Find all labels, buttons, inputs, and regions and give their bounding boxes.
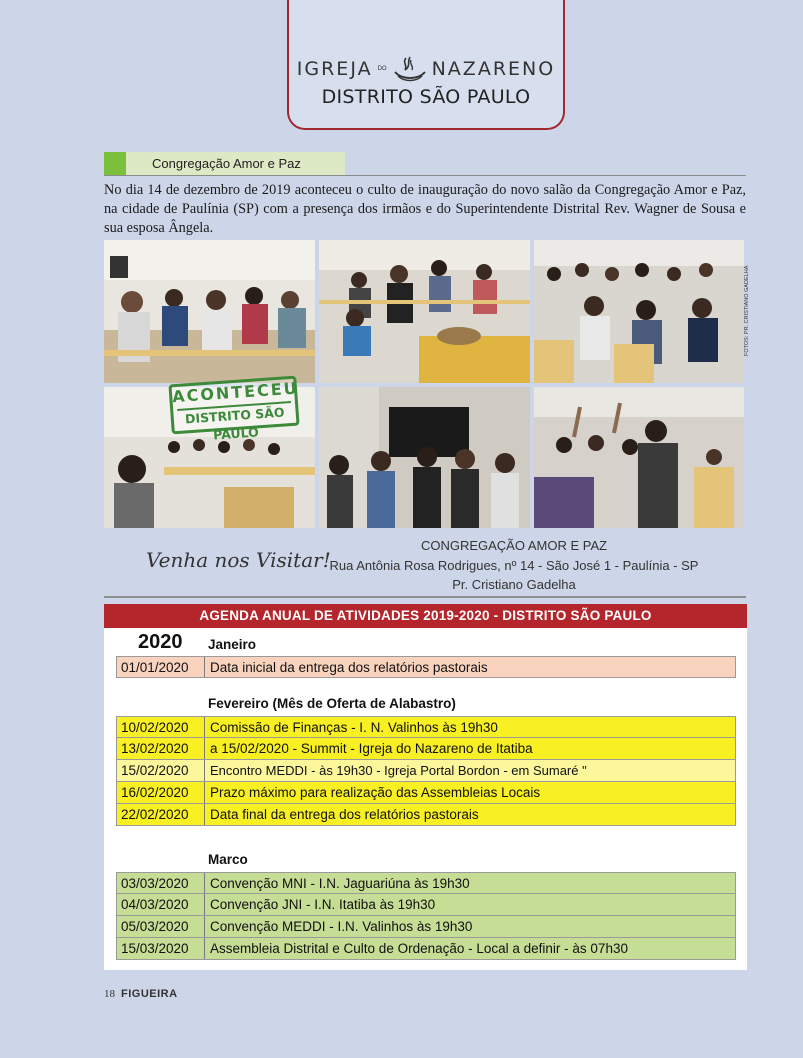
event-text: Data inicial da entrega dos relatórios pastorais [210,660,488,675]
section-tag [104,152,345,175]
divider-rule [104,596,746,598]
agenda-row [116,760,736,782]
logo-word-right: NAZARENO [431,58,556,80]
event-date: 13/02/2020 [117,738,205,759]
event-date: 10/02/2020 [117,717,205,737]
month-march: Marco [208,852,248,867]
event-text: Comissão de Finanças - I. N. Valinhos às 19h30 [210,720,498,735]
event-date: 16/02/2020 [117,782,205,803]
header-tab [287,0,565,130]
agenda-year: 2020 [138,631,183,653]
aconteceu-stamp [168,376,300,443]
section-rule [104,175,746,176]
event-date: 15/02/2020 [117,760,205,781]
district-title: DISTRITO SÃO PAULO [321,86,531,108]
agenda-row [116,894,736,916]
stamp-line-1: ACONTECEU [171,378,300,407]
intro-paragraph: No dia 14 de dezembro de 2019 aconteceu o culto de inauguração do novo salão da Congregação Amor e Paz, na cidade de Paulínia (SP) com a presença dos irmãos e do Superintendente Distrital Rev. Wagner de Sousa e sua esposa Ângela. [104,182,746,236]
photo-congregation-seated [104,240,315,383]
section-tag-label: Congregação Amor e Paz [152,156,301,171]
event-date: 05/03/2020 [117,916,205,937]
page-number: 18 [104,988,115,1000]
page-footer [104,988,178,1000]
agenda-row [116,782,736,804]
month-january: Janeiro [208,637,257,652]
congregation-address: Rua Antônia Rosa Rodrigues, nº 14 - São José 1 - Paulínia - SP [329,557,699,573]
section-tag-marker [104,152,126,175]
event-text: Prazo máximo para realização das Assembleias Locais [210,785,541,800]
agenda-row [116,716,736,738]
agenda-row [116,916,736,938]
photo-credit: FOTOS: PR. CRISTIANO GADELHA [744,265,750,356]
congregation-pastor: Pr. Cristiano Gadelha [452,577,576,592]
agenda-row [116,938,736,960]
photo-altar-table [319,240,530,383]
magazine-name: FIGUEIRA [121,988,178,1000]
event-text: Convenção JNI - I.N. Itatiba às 19h30 [210,897,436,912]
flame-logo-icon [392,54,428,84]
agenda-row [116,872,736,894]
event-date: 04/03/2020 [117,894,205,915]
event-date: 01/01/2020 [117,657,205,677]
agenda-panel [104,604,747,970]
event-text: Data final da entrega dos relatórios pastorais [210,807,479,822]
photo-raised-hands [534,387,744,528]
event-text: Assembleia Distrital e Culto de Ordenação - Local a definir - às 07h30 [210,941,628,956]
agenda-title: AGENDA ANUAL DE ATIVIDADES 2019-2020 - DISTRITO SÃO PAULO [104,604,747,628]
event-text: Encontro MEDDI - às 19h30 - Igreja Portal Bordon - em Sumaré " [210,763,587,778]
logo-word-left: IGREJA [296,58,373,80]
event-text: Convenção MNI - I.N. Jaguariúna às 19h30 [210,876,470,891]
event-text: a 15/02/2020 - Summit - Igreja do Nazareno de Itatiba [210,741,533,756]
church-logo [289,54,563,84]
photo-worship-standing [319,387,530,528]
congregation-name: CONGREGAÇÃO AMOR E PAZ [420,538,608,553]
visit-slogan: Venha nos Visitar! [146,548,331,572]
photo-audience-rows [534,240,744,383]
agenda-row [116,738,736,760]
agenda-row [116,656,736,678]
address-block [320,536,708,595]
month-february: Fevereiro (Mês de Oferta de Alabastro) [208,696,456,711]
event-date: 15/03/2020 [117,938,205,959]
event-date: 22/02/2020 [117,804,205,825]
event-text: Convenção MEDDI - I.N. Valinhos às 19h30 [210,919,473,934]
event-date: 03/03/2020 [117,873,205,893]
logo-word-small: DO [377,66,387,72]
stamp-line-2: DISTRITO SÃO PAULO [177,401,293,447]
agenda-row [116,804,736,826]
